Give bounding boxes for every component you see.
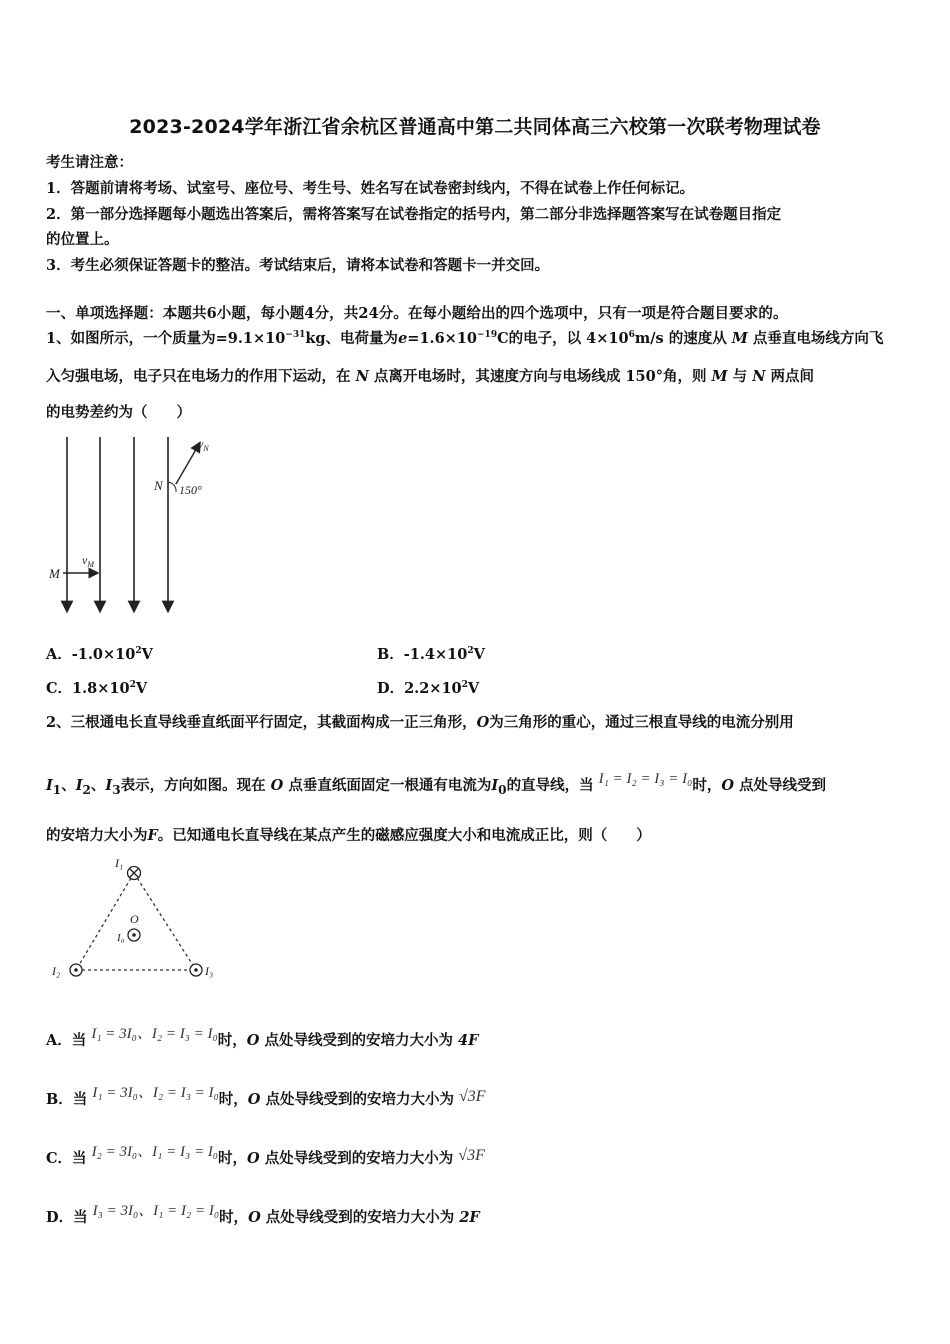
label-M: M xyxy=(49,566,60,581)
label-O: O xyxy=(130,912,139,926)
label-vN: $v_N$ xyxy=(198,437,209,453)
q1-stem-line1: 1、如图所示，一个质量为$=9.1\times 10^{-31}kg$、电荷量为$e=1.6\times 10^{-19}C$的电子，以 $4\times 10^6m/s$ 的速度从 M 点垂直电场线方向飞 xyxy=(46,330,884,347)
q2-triangle-figure xyxy=(44,855,234,985)
notice-item-1: 1．答题前请将考场、试室号、座位号、考生号、姓名写在试卷密封线内，不得在试卷上作任何标记。 xyxy=(46,180,695,197)
label-angle: 150° xyxy=(179,483,202,497)
q1-stem-line3: 的电势差约为（ ） xyxy=(46,404,191,421)
notice-item-2-cont: 的位置上。 xyxy=(46,231,119,248)
label-I2: I₂ xyxy=(52,964,61,978)
triangle-side-right xyxy=(134,873,196,970)
page-title: 2023-2024学年浙江省余杭区普通高中第二共同体高三六校第一次联考物理试卷 xyxy=(129,116,821,138)
q2-option-c: C．当 I₂ = 3I₀、I₁ = I₃ = I₀时，O 点处导线受到的安培力大小为 √3F xyxy=(46,1144,485,1167)
notice-item-3: 3．考生必须保证答题卡的整洁。考试结束后，请将本试卷和答题卡一并交回。 xyxy=(46,257,550,274)
label-I3: I₃ xyxy=(205,964,214,978)
q1-option-c: C．$1.8\times 10^2V$ xyxy=(46,680,148,697)
wire-I1-into-page xyxy=(128,867,141,880)
q1-option-b: B．$-1.4\times 10^2V$ xyxy=(377,646,485,663)
label-N: N xyxy=(154,478,163,493)
q2-option-b: B．当 I₁ = 3I₀、I₂ = I₃ = I₀时，O 点处导线受到的安培力大小为 √3F xyxy=(46,1085,486,1108)
wire-I0-out-of-page xyxy=(128,929,140,941)
label-vM: $v_M$ xyxy=(82,553,94,569)
wire-I3-out-of-page xyxy=(190,964,202,976)
notice-heading: 考生请注意： xyxy=(46,154,133,171)
q2-stem-line1: 2、三根通电长直导线垂直纸面平行固定，其截面构成一正三角形，O为三角形的重心，通过三根直导线的电流分别用 xyxy=(46,714,794,731)
label-I0: I₀ xyxy=(117,932,125,944)
label-I1: I₁ xyxy=(115,856,124,870)
q2-option-a: A．当 I₁ = 3I₀、I₂ = I₃ = I₀时，O 点处导线受到的安培力大小为 4F xyxy=(46,1026,479,1049)
q1-stem-line2: 入匀强电场，电子只在电场力的作用下运动，在 N 点离开电场时，其速度方向与电场线成 150°角，则 M 与 N 两点间 xyxy=(46,368,815,385)
angle-arc xyxy=(168,482,176,492)
wire-I2-out-of-page xyxy=(70,964,82,976)
q2-stem-line2: $I_1$、$I_2$、$I_3$表示，方向如图。现在 O 点垂直纸面固定一根通有电流为$I_0$的直导线，当 I₁ = I₂ = I₃ = I₀时，O 点处导线受到 xyxy=(46,771,827,797)
q2-stem-line3: 的安培力大小为F。已知通电长直导线在某点产生的磁感应强度大小和电流成正比，则（ ） xyxy=(46,827,651,844)
q1-option-d: D．$2.2\times 10^2V$ xyxy=(377,680,480,697)
q1-field-figure xyxy=(40,432,230,622)
triangle-side-left xyxy=(76,873,134,970)
q2-option-d: D．当 I₃ = 3I₀、I₁ = I₂ = I₀时，O 点处导线受到的安培力大小为 2F xyxy=(46,1203,480,1226)
velocity-vN-arrow xyxy=(176,446,198,484)
q1-option-a: A．$-1.0\times 10^2V$ xyxy=(46,646,153,663)
section-header: 一、单项选择题：本题共6小题，每小题4分，共24分。在每小题给出的四个选项中，只有一项是符合题目要求的。 xyxy=(46,305,788,322)
notice-item-2: 2．第一部分选择题每小题选出答案后，需将答案写在试卷指定的括号内，第二部分非选择题答案写在试卷题目指定 xyxy=(46,206,782,223)
